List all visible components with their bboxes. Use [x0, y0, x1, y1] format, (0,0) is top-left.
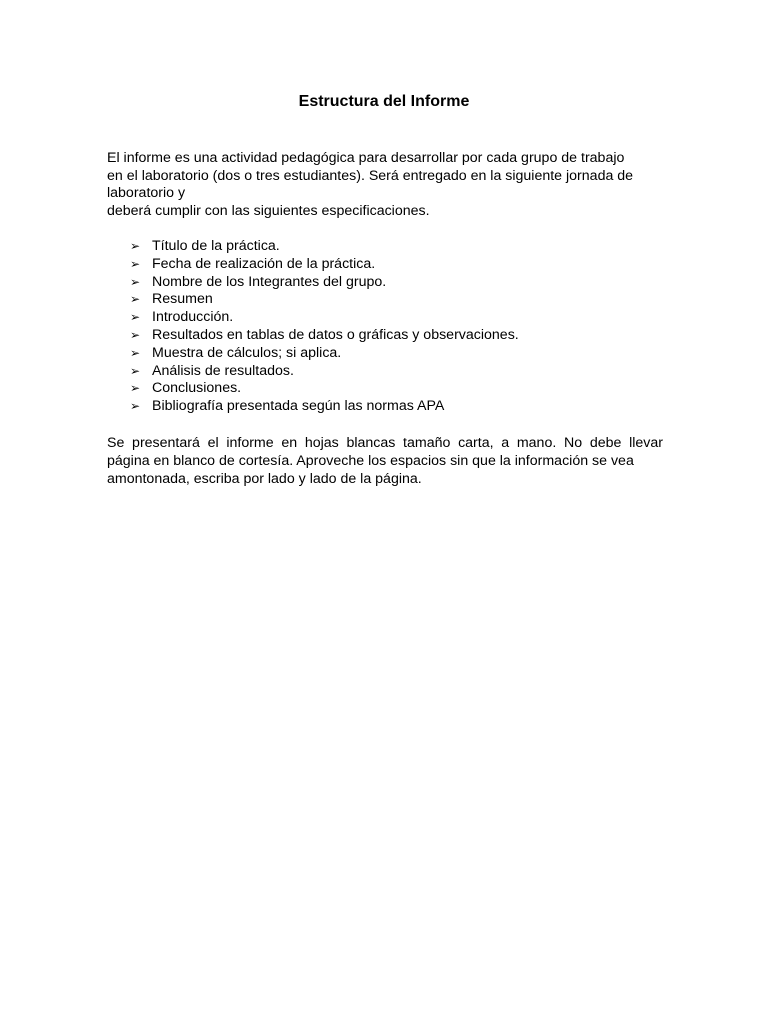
- list-item-text: Bibliografía presentada según las normas APA: [152, 398, 445, 415]
- arrowhead-bullet-icon: ➢: [130, 292, 141, 307]
- list-item-text: Fecha de realización de la práctica.: [152, 255, 376, 272]
- arrowhead-bullet-icon: ➢: [130, 381, 141, 396]
- intro-paragraph: [107, 150, 663, 220]
- arrowhead-bullet-icon: ➢: [130, 239, 141, 253]
- closing-line: amontonada, escriba por lado y lado de la página.: [107, 471, 422, 487]
- list-item: [130, 380, 650, 398]
- list-item: [130, 309, 650, 327]
- closing-paragraph: [107, 434, 663, 488]
- list-item-text: Nombre de los Integrantes del grupo.: [152, 273, 387, 290]
- list-item-text: Análisis de resultados.: [152, 362, 294, 379]
- list-item: [130, 327, 650, 345]
- intro-line: en el laboratorio (dos o tres estudiantes). Será entregado en la siguiente jornada de: [107, 167, 634, 184]
- list-item: [130, 291, 650, 309]
- arrowhead-bullet-icon: ➢: [130, 345, 141, 360]
- intro-line: deberá cumplir con las siguientes especificaciones.: [107, 202, 430, 219]
- list-item-text: Resumen: [152, 291, 213, 308]
- arrowhead-bullet-icon: ➢: [130, 310, 141, 325]
- list-item: [130, 274, 650, 292]
- list-item-text: Introducción.: [152, 309, 234, 326]
- arrowhead-bullet-icon: ➢: [130, 363, 141, 378]
- list-item: [130, 256, 650, 274]
- specifications-list: [130, 238, 650, 416]
- closing-line: página en blanco de cortesía. Aproveche los espacios sin que la información se vea: [107, 453, 634, 469]
- arrowhead-bullet-icon: ➢: [130, 327, 141, 342]
- list-item-text: Título de la práctica.: [152, 238, 280, 254]
- list-item-text: Conclusiones.: [152, 380, 242, 397]
- list-item: [130, 238, 650, 256]
- list-item-text: Muestra de cálculos; si aplica.: [152, 344, 342, 361]
- list-item-text: Resultados en tablas de datos o gráficas y observaciones.: [152, 326, 519, 343]
- arrowhead-bullet-icon: ➢: [130, 399, 141, 414]
- arrowhead-bullet-icon: ➢: [130, 274, 141, 289]
- arrowhead-bullet-icon: ➢: [130, 256, 141, 271]
- document-title: Estructura del Informe: [298, 93, 470, 110]
- intro-line: laboratorio y: [107, 185, 186, 202]
- closing-line: Se presentará el informe en hojas blancas tamaño carta, a mano. No debe llevar: [107, 435, 663, 451]
- list-item: [130, 363, 650, 381]
- list-item: [130, 398, 650, 416]
- list-item: [130, 345, 650, 363]
- intro-line: El informe es una actividad pedagógica para desarrollar por cada grupo de trabajo: [107, 150, 625, 166]
